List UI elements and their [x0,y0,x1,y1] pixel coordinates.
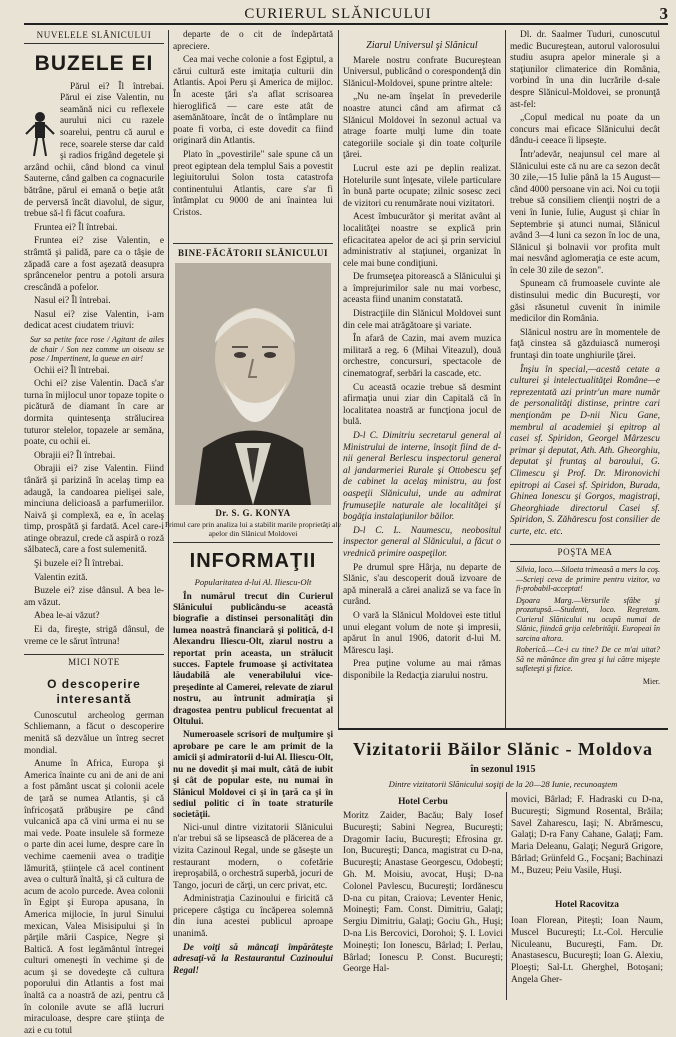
figure-illustration-icon [24,110,56,158]
mail-signature: Mier. [642,676,660,686]
paragraph: Administraţia Cazinoului e firicită că pricepere câştiga cu încăperea solemnă din iuna acestei publicul aproape unanimă. [173,894,333,940]
paragraph: Cea mai veche colonie a fost Egiptul, a cărui cultură este imitaţia culturii din Atlantis. Apoi Peru şi America de mijloc. În aceste ţări s'a aflat scrisoarea hieroglifică — care este atât de asemănătoare, încât de o întâmplare nu poate fi vorba, ci este dovedit ca fiind originară din Atlantis. [173,55,333,147]
column-rule [338,30,339,730]
paragraph: Nasul ei? Îl întrebai. [34,296,111,307]
paragraph: D-l C. Dimitriu secretarul general al Ministrului de interne, însoţit fiind de d-nii general Berlescu inspectorul general al jandarmeriei Rurale şi Ottobescu şef de cabinet la acelaş ministru, au fost oaspeţii Slănicului, unde au admirat frumuseţile naturale ale localităţei şi bogăţia instalaţiunilor băilor. [343,431,501,523]
paragraph: Înşiu în special,—acestă cetate a culturei şi intelectualităţei Române—e reprezentată azi printr'un mare număr de personalităţi distinse, printre cari menţionăm pe D-nii Nicu Gane, membrul al academiei şi epitrop al casei sf. Spiridon, Georgel Mârzescu primar şi deputat, Ath. Ath. Gheorghiu, deputat şi fruntaş al baroului, G. Climescu şi Prof. Dr. Mironovichi epitropi ai Casei sf. Spiridon, Burada, Ghinea Ionescu şi Gorgos, magistraţi, Gheorghiade directorul Casei sf. Spiridon, S. Zăhărescu fost consilier de curte, etc. etc. [510,364,660,537]
info-byline: Popularitatea d-lui Al. Iliescu-Olt [194,577,312,587]
portrait-caption: Primul care prin analiza lui a stabilit marile proprietăţi ale apelor din Slănicul Moldovei [164,520,342,538]
paragraph: Slănicul nostru are în momentele de faţă cinstea să găzduiască numeroşi fruntaşi din toate unghiurile ţărei. [510,327,660,362]
paragraph: Fruntea ei? Îl întrebai. [34,222,118,233]
paragraph: Şi buzele ei? Îl întrebai. [34,559,124,570]
section-header: NUVELELE SLĂNICULUI [24,30,164,44]
paragraph: Buzele ei? zise dânsul. A bea le-am văzut. [24,586,164,608]
column-rule [168,30,169,730]
paragraph: Obrajii ei? zise Valentin. Fiind tânără şi parizină în acelaş timp ea adaugă, la candoarea pielişei sale, minciuna delicioasă a parfumeriilor. Naivă şi complexă, ea e, în acelaş timp, prospătă şi fardată. Acel care-i atinge obrazul, crede că aspiră o roză sălbatecă, care a fost sulemenită. [24,464,164,556]
hotel-list: Ioan Florean, Piteşti; Ioan Naum, Muscel Bucureşti; Lt.-Col. Herculie Niculeanu, Bucureşti, Fam. Dr. Anastasescu, Bucureşti; Ioan G. Alexiu, Ploeşti; Sal-Lt. Gherghel, Botoşani; Angela Gher- [511,916,663,985]
column-rule [505,30,506,730]
column-rule [506,792,507,1000]
portrait-name: Dr. S. G. KONYA [215,508,291,518]
divider [338,728,668,730]
paragraph: Ei da, fireşte, strigă dânsul, de vreme ce le sărut întruna! [24,625,164,647]
hotel-list: movici, Bârlad; F. Hadraski cu D-na, Bucureşti; Sigmund Rosental, Brăila; Savel Zaharescu, Iaşi; N. Abrămescu, Galaţi; D-ra Fany Cahane, Galaţi; Fam. Maria Deleanu, Galaţi; Negură Grigore, Bârlad; Grünfeld G., Focşani; Bachinazi M., Buzeu; Peiu Vasile, Huşi. [511,795,663,876]
benefactors-header: BINE-FĂCĂTORII SLĂNICULUI [177,248,329,258]
paragraph: Abea le-ai văzut? [34,611,100,622]
masthead-rule [24,23,668,25]
column-1 [24,30,164,1036]
paragraph: Anume în Africa, Europa şi America înainte cu ani de ani de ani a fost pământ uscat şi colonii acele de ţară se numea Atlantis, şi că înfricoşată prăbuşire pe când vulcanică apa că vini urma ei nu se mai vede. Poate insulele să formeze o parte din acei lume, despre care în vechime caemenii avea o tradiţie lămurită, ştiinţele că acel continent avea o cultură înaltă, şi că cultura de acum de acolo purcede. Avea colonii în Egipt şi Europa apusana, în America mijlocie, în jurul Sinului mexican, Valea Misisipului şi în părţile mării Caspice, Negre şi Baltică. A fost legământul întregei culturi omeneşti în vechime şi de acum şi se dovedeşte că cultura poporului din Atlantis a fost mai înaltă ca a noastră de azi, pentru că în colonile avute se află lucruri miraculoase, despre care ştiinţa de azi e cu totul [24,759,164,1036]
paragraph: În afară de Cazin, mai avem muzica militară a reg. 6 (Mihai Viteazul), două orchestre, concursuri, spectacole de cinematograf, serbări la cascade, etc. [343,334,501,380]
visitors-subtitle: în sezonul 1915 [470,764,536,775]
visitors-note: Dintre vizitatorii Slănicului soşiţi de la 20—28 Iunie, recunoaştem [388,779,618,789]
paragraph: D-l C. L. Naumescu, neobositul inspector general al Slănicului, a făcut o vrednică primire oaspeţilor. [343,525,501,559]
divider [173,243,333,244]
notes-title: O descoperire interesantă [47,676,141,706]
paragraph: Prea puţine volume au mai rămas disponibile la Redacţia ziarului nostru. [343,659,501,681]
mail-item: Silvia, loco.—Siloeta trimeasă a mers la coş.—Scrieţi ceva de primire pentru vizitor, va fi-probabil-acceptat! [516,565,660,594]
paragraph: Marele nostru confrate Bucureştean Universul, publicând o corespondenţă din Slănicul-Moldovei, spune printre altele: [343,55,501,89]
column-4 [510,30,660,730]
paragraph: Obrajii ei? Îl întrebai. [34,450,116,461]
paragraph: Ochi ei? zise Valentin. Dacă s'ar turna în mijlocul unor topaze topite o picătură de diamant în care ar dormita quintesenţa strălucirea tuturor stelelor, topazele ar semăna, poate, cu ochii ei. [24,379,164,448]
divider [173,542,333,543]
paragraph: Spuneam că frumoasele cuvinte ale distinsului medic din Bucureşti, vor găsi răsunetul cuvenit în inimile medicilor din România. [510,279,660,325]
column-2-bottom [173,547,333,1000]
column-2-top [173,30,333,240]
paragraph: „Copul medical nu poate da un concurs mai eficace Slănicului decât dându-i ceeace îi lipseşte. [510,113,660,147]
paragraph: Lucrul este azi pe deplin realizat. Hotelurile sunt înţesate, vilele particulare în bună parte ocupate; zilnic sosesc zeci de vizitori cu renumărate noui vizitatori. [343,163,501,209]
paragraph: Cu această ocazie trebue să desmint afirmaţia unui ziar din Capitală că în localitatea noastră ar funcţiona jocul de bulă. [343,382,501,428]
paragraph: Distracţiile din Slănicul Moldovei sunt din cele mai atrăgătoare şi variate. [343,309,501,331]
portrait-photo [175,263,331,505]
section-header: MICI NOTE [68,657,120,668]
paragraph: Nici-unul dintre vizitatorii Slănicului n'ar trebui să se lipsească de plăcerea de a vizita Cazinoul Regal, unde se găseşte un restaurant modern, o cofetărie ireproşabilă, o orchestră superbă, jocuri de Tango, jocuri de cărţi, un cerc privat, etc. [173,822,333,891]
paragraph: Ochii ei? Îl întrebai. [34,365,110,376]
story-title: BUZELE EI [34,51,154,75]
paragraph: „Nu ne-am înşelat în prevederile noastre atunci când am afirmat că Slănicul Moldovei în sezonul actual va atrage foarte mulţi lume din toate categoriile sociale şi din toate colţurile ţărei. [343,92,501,161]
paragraph: Valentin ezită. [34,572,88,583]
page-number: 3 [659,4,668,23]
hotel-name: Hotel Racovitza [555,900,619,910]
masthead [0,0,676,26]
paragraph: Fruntea ei? zise Valentin, e strâmtă şi palidă, pare ca o tâşie de zăpadă care a fost aşezată deasupra sprâncenelor pentru a potoli arsura crescândă a pofelor. [24,236,164,293]
verse: Sur sa petite face rose / Agitant de ailes de chair / Son nez comme un oiseau se pose / Impertinent, la queue en air! [30,335,164,364]
paragraph: În numărul trecut din Curierul Slănicului publicându-se această biografie a distinsei personalităţi din lumea noastră financiară şi politică, d-l Alexandru Iliescu-Olt, ziarul nostru a reportat prin aceasta, un strălucit succes. Faptele frumoase şi activitatea lăudabilă ale venerabilului vice-preşedinte al Camerei, relevate de ziarul nostru, au întrunit admiraţia şi dragostea pentru publicul frecuentat al Oltului. [173,590,333,727]
paragraph: Părul ei? Îl întrebai. Părul ei zise Valentin, nu seamănă nici cu reflexele aurului nici cu razele soarelui, pentru că aurul e rece, soarele sterse dar cald şi radios frigând degetele şi arzând ochii, când blond ca vinul Sauterne, când galben ca cognacurile bătrâne, părul ei emană o beţie atât de perversă încât diavolul, de sigur, trebue să-l fi făcut coafura. [24,81,164,220]
paragraph: departe de o cit de îndepărtată apreciere. [173,30,333,52]
mail-item: Roberică.—Ce-i cu tine? De ce m'ai uitat? Să ne mănânce din grea şi lui către mişeşte sufleteşti şi fizice. [516,645,660,674]
paragraph: Acest îmbucurător şi meritat avânt al localităţei noastre se explică prin eficacitatea apelor de aci şi prin serviciul administrativ al staţiunei, organizat în cele mai bune condiţiuni. [343,212,501,269]
paragraph: Nasul ei? zise Valentin, i-am dedicat acest ciudatem triuvi: [24,309,164,332]
portrait-image-icon [175,263,331,505]
mail-header: POŞTA MEA [557,546,613,557]
paragraph: Într'adevăr, neajunsul cel mare al Slănicului este că nu are ca sezon decât 30 zile,—15 Iulie până la 15 August—când 4000 persoane vin aci. Noi cu toţii trebue să consiliem clienţii noştri de a veni în Iunie, Iulie, August şi chiar în Septembrie şi atunci numai, Slănicul având 3—4 luni ca sezon în loc de una, Slănicul şi bolnavii vor profita mult mai nesvând aglomeraţia ce este acum, în cele 30 zile de sezon". [510,149,660,276]
newspaper-title: CURIERUL SLĂNICULUI [244,6,432,22]
paragraph: De frumseţea pitorească a Slănicului şi a împrejurimilor sale nu mai vorbesc, aceasta fiind unanim constatată. [343,272,501,306]
paragraph: De voiţi să mâncaţi împărăteşte adresaţi-vă la Restaurantul Cazinoului Regal! [173,942,333,976]
paragraph: Plato în „povestirile" sale spune că un preot egiptean dela templul Sais a povestit legiuitorului Solon tosta catastrofa continentului Atlantis, care s'ar fi întâmplat cu 9000 de ani înaintea lui Cristos. [173,149,333,218]
column-3 [343,30,501,730]
paragraph: Dl. dr. Saalmer Tuduri, cunoscutul medic Bucureştean, autorul valorosului studiu asupra apelor minerale şi a staţiunilor climaterice din România, vorbind în una din lucrările d-sale despre Slănicul-Moldovei, se pronunţă ast-fel: [510,30,660,110]
mail-item: Dşoara Marg.—Versurile sfâbe şi prozatupsă.—Studenti, loco. Regretam. Curierul Slănicului nu ocupă numai de Slănic, fiindcă grija celebrităţii. Europeai în sarcina altora. [516,595,660,643]
paragraph: Cunoscutul archeolog german Schliemann, a făcut o descoperire menită să dezvălue un întreg secret mondial. [24,710,164,756]
info-title: INFORMAŢII [189,550,317,572]
article-title: Ziarul Universul şi Slănicul [366,40,478,51]
paragraph: Numeroasele scrisori de mulţumire şi aprobare pe care le am primit de la amicii şi admiratorii d-lui Al. Iliescu-Olt, nu ne dovedit şi mai mult, câtă de iubit şi cât de popular este, nu numai în Slănicul Moldovei ci şi în ţară ca şi în sediul politic ci în toate straturile societăţii. [173,729,334,820]
paragraph: O vară la Slănicul Moldovei este titlul unui elegant volum de note şi impresii, apărut în anul 1906, datorit d-lui M. Mărescu Iaşi. [343,610,501,656]
hotel-list: Moritz Zaider, Bacău; Baly Iosef Bucureşti; Sabini Negrea, Bucureşti; Dragomir Iaciu, Bucureşti; Efrosina gr. Ion, Bucureşti; Danca, magistrat cu D-na, Bucureşti; Anastase Georgescu, Odobeşti; Gh. M. Moisiu, avocat, Huşi; D-na Colonel Pavlescu, Bucureşti; Iordănescu D-na cu pitan, Craiova; Leventer Henic, Moineşti; Fam. Const. Dimitriu, Galaţi; Sergiu Dimitriu, Galaţi; Gociu Gh., Huşi; D-na Lis Bercovici, Dorohoi; Ş. I. Lovici Moineşti; Ion Ionescu, Bârlad; I. Perlau, Bârlad; Ionescu P. Const. Bucureşti; George Hal- [343,811,503,975]
column-rule [168,730,169,1000]
visitors-title: Vizitatorii Băilor Slănic - Moldova [353,739,653,759]
paragraph: Pe drumul spre Hârja, nu departe de Slănic, s'au descoperit două izvoare de apă minerală a cărei analiză se va face în curând. [343,562,501,608]
hotel-name: Hotel Cerbu [398,797,448,807]
